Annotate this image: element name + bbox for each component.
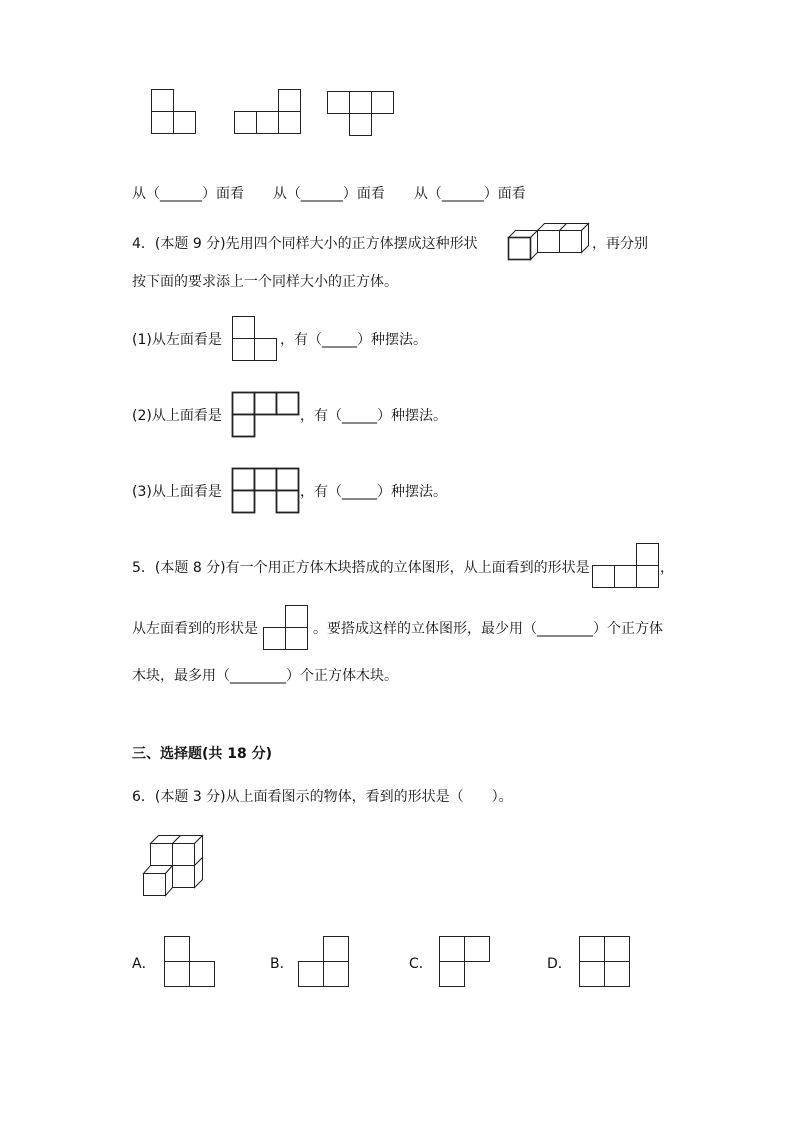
q5-line2-rest: 。要搭成这样的立体图形，最少用（________）个正方体 — [313, 621, 663, 637]
option-c-label[interactable]: C． — [409, 956, 433, 972]
option-d-shape[interactable] — [579, 936, 631, 988]
q4-sub3-label: (3)从上面看是 — [132, 484, 222, 500]
view-shape-3 — [327, 91, 399, 139]
q5-min-blank[interactable]: ________ — [537, 621, 593, 637]
q4-sub1-left-view — [232, 316, 280, 362]
q6-cube-figure — [142, 834, 206, 898]
answer-blank-2[interactable]: ______ — [300, 186, 343, 202]
option-b-shape[interactable] — [298, 936, 350, 988]
q5-line2-label: 从左面看到的形状是 — [132, 621, 258, 637]
view-shape-1 — [151, 89, 199, 137]
answer-blank-3[interactable]: ______ — [441, 186, 484, 202]
q4-line1-text: 4．(本题 9 分)先用四个同样大小的正方体摆成这种形状 — [132, 236, 478, 252]
q4-cube-shape — [508, 222, 598, 262]
option-c-shape[interactable] — [439, 936, 491, 988]
q5-max-blank[interactable]: ________ — [230, 668, 286, 684]
q4-sub3-answer: ，有（_____）种摆法。 — [300, 484, 447, 500]
option-b-label[interactable]: B． — [270, 956, 294, 972]
q5-line3: 木块，最多用（________）个正方体木块。 — [132, 668, 398, 684]
option-a-shape[interactable] — [164, 936, 216, 988]
q5-top-view — [592, 543, 664, 591]
q4-sub1-answer: ，有（_____）种摆法。 — [280, 332, 427, 348]
q4-line2-text: 按下面的要求添上一个同样大小的正方体。 — [132, 274, 398, 290]
q5-line1-text: 5．(本题 8 分)有一个用正方体木块搭成的立体图形，从上面看到的形状是 — [132, 560, 590, 576]
view-shape-2 — [233, 89, 305, 137]
q4-sub1-blank[interactable]: _____ — [322, 332, 357, 348]
q6-text: 6．(本题 3 分)从上面看图示的物体，看到的形状是（ ）。 — [132, 789, 513, 805]
view-label-row: 从（______）面看 从（______）面看 从（______）面看 — [132, 186, 526, 202]
option-a-label[interactable]: A． — [132, 956, 156, 972]
q4-sub1-label: (1)从左面看是 — [132, 332, 222, 348]
q4-sub2-top-view — [232, 392, 304, 438]
q5-left-view — [263, 605, 313, 653]
answer-blank-1[interactable]: ______ — [160, 186, 202, 202]
q4-sub2-blank[interactable]: _____ — [342, 408, 377, 424]
option-d-label[interactable]: D． — [547, 956, 572, 972]
q4-sub2-label: (2)从上面看是 — [132, 408, 222, 424]
q4-sub2-answer: ，有（_____）种摆法。 — [300, 408, 447, 424]
section3-title: 三、选择题(共 18 分) — [132, 746, 273, 762]
q4-sub3-blank[interactable]: _____ — [342, 484, 377, 500]
q4-sub3-top-view — [232, 468, 304, 514]
q4-line1-end: ，再分别 — [592, 236, 648, 252]
q5-line1-end: ， — [660, 560, 674, 576]
